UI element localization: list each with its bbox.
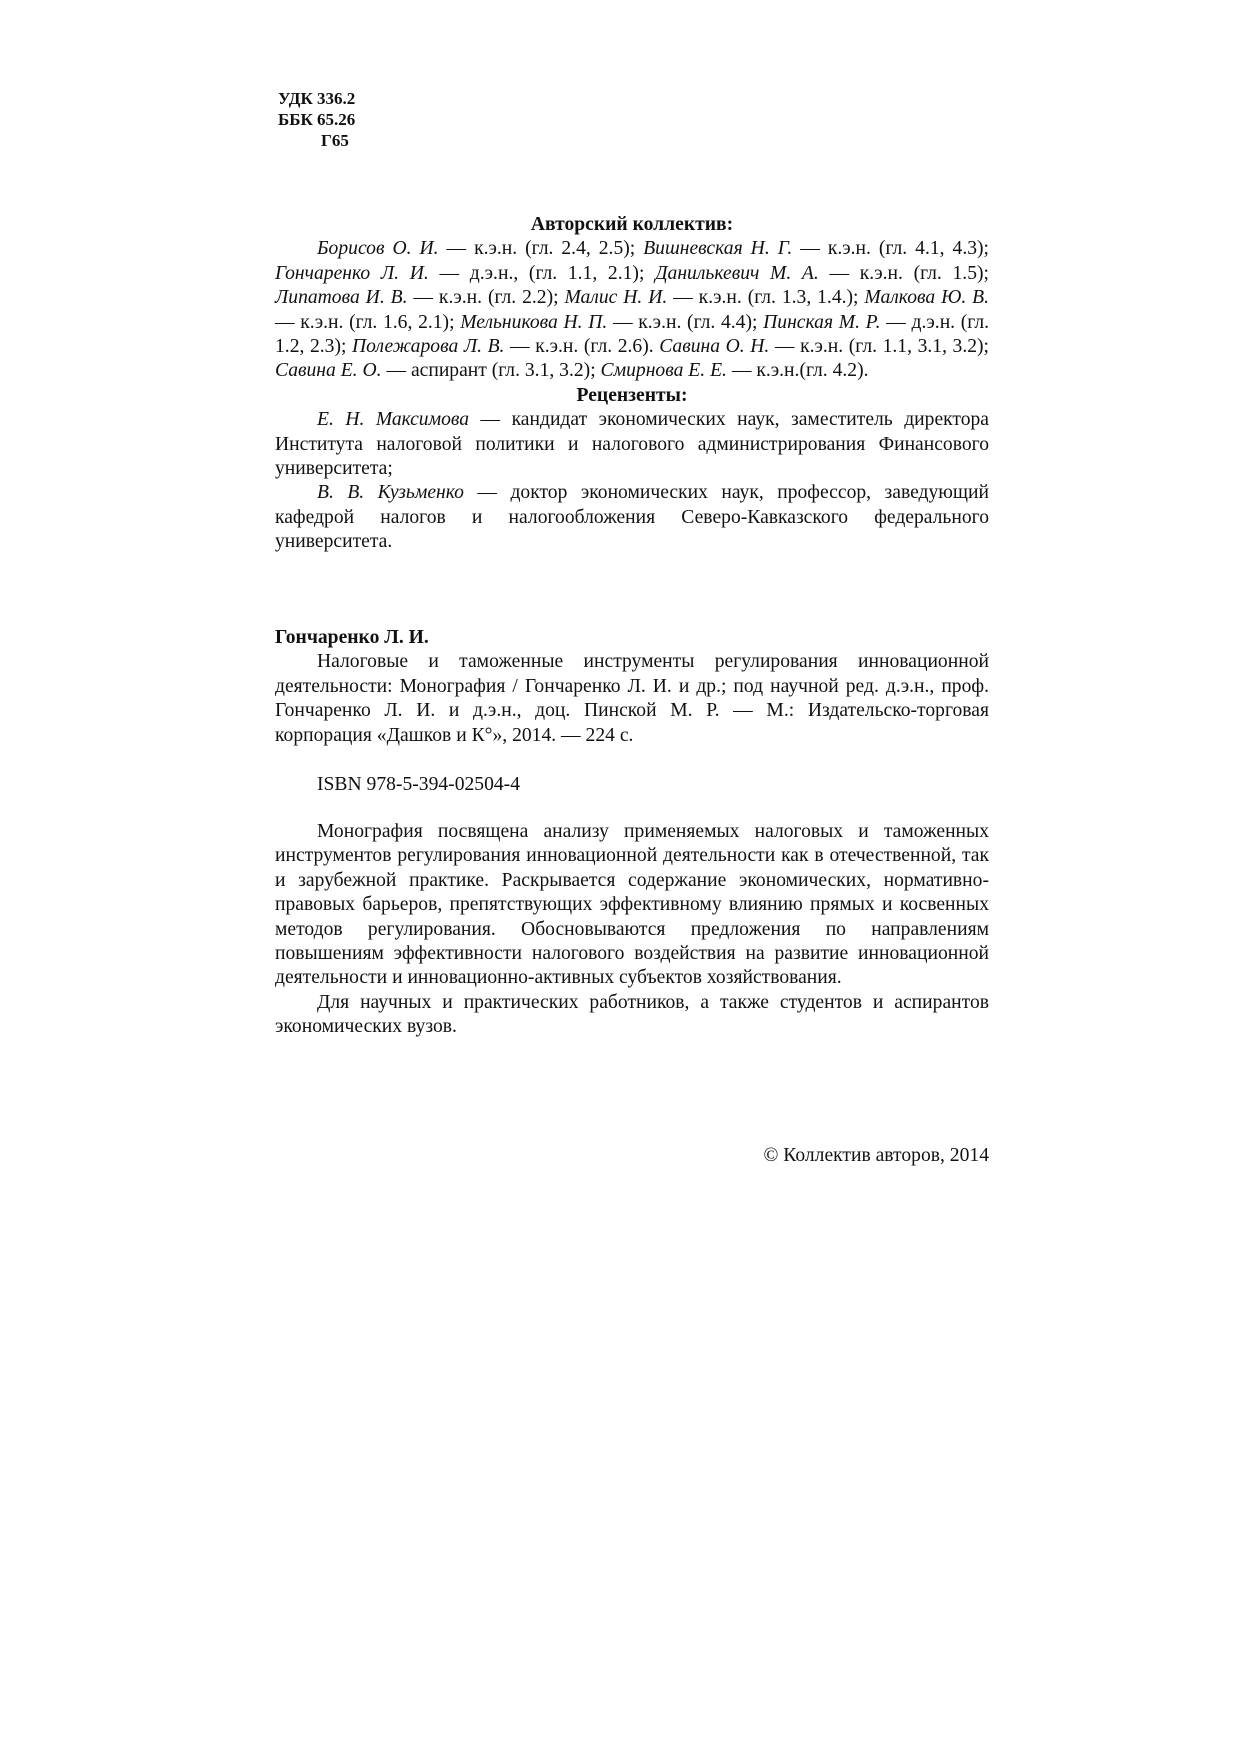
author-name: Савина О. Н. xyxy=(659,336,770,358)
author-role: — к.э.н.(гл. 4.2). xyxy=(726,360,869,382)
author-name: Малкова Ю. В. xyxy=(864,287,989,309)
reviewer-entry xyxy=(275,481,989,554)
authors-list xyxy=(275,237,989,383)
reviewers-heading: Рецензенты: xyxy=(576,384,688,406)
reviewer-name: Е. Н. Максимова xyxy=(317,409,470,431)
author-role: — к.э.н. (гл. 1.5); xyxy=(818,262,989,284)
author-name: Полежарова Л. В. xyxy=(352,336,505,358)
isbn-block xyxy=(275,773,989,797)
classification-codes xyxy=(278,88,355,151)
author-name: Смирнова Е. Е. xyxy=(600,360,727,382)
reviewer-name: В. В. Кузьменко xyxy=(317,482,464,504)
author-role: — к.э.н. (гл. 1.6, 2.1); xyxy=(275,311,461,333)
annotation-paragraph: Монография посвящена анализу применяемых налоговых и таможенных инструментов регулирования инновационной деятельности как в отечественной, так и зарубежной практике. Раскрывается содержание экономических, нормативно-правовых барьеров, препятствующих эффективному влиянию прямых и косвенных методов регулирования. Обосновываются предложения по направлениям повышениям эффективности налогового воздействия на развитие инновационной деятельности и инновационно-активных субъектов хозяйствования. xyxy=(275,821,989,989)
bib-author: Гончаренко Л. И. xyxy=(275,627,429,648)
author-name: Борисов О. И. xyxy=(317,238,439,260)
reviewer-role: — кандидат экономических наук, заместитель директора Института налоговой политики и налогового администрирования Финансового университета; xyxy=(275,409,989,480)
author-name: Мельникова Н. П. xyxy=(460,311,608,333)
author-name: Гончаренко Л. И. xyxy=(275,262,429,284)
author-name: Данилькевич М. А. xyxy=(655,262,819,284)
annotation-paragraph: Для научных и практических работников, а также студентов и аспирантов экономических вузов. xyxy=(275,991,989,1038)
annotation xyxy=(275,820,989,1040)
author-role: — д.э.н. (гл. 1.2, 2.3); xyxy=(275,311,990,358)
reviewer-entry xyxy=(275,408,989,481)
author-name: Вишневская Н. Г. xyxy=(643,238,793,260)
author-mark: Г65 xyxy=(321,131,349,150)
author-name: Малис Н. И. xyxy=(564,287,668,309)
author-name: Савина Е. О. xyxy=(275,360,382,382)
author-role: — к.э.н. (гл. 2.2); xyxy=(407,287,565,309)
author-role: — к.э.н. (гл. 2.6). xyxy=(504,336,660,358)
author-role: — к.э.н. (гл. 1.3, 1.4.); xyxy=(667,287,865,309)
bibliographic-record xyxy=(275,626,989,748)
isbn: ISBN 978-5-394-02504-4 xyxy=(317,774,520,795)
author-name: Липатова И. В. xyxy=(275,287,408,309)
bib-description: Налоговые и таможенные инструменты регулирования инновационной деятельности: Монография / Гончаренко Л. И. и др.; под научной ред. д.э.н., проф. Гончаренко Л. И. и д.э.н., доц. Пинской М. Р. — М.: Издательско-торговая корпорация «Дашков и К°», 2014. — 224 с. xyxy=(275,651,989,746)
udk-code: УДК 336.2 xyxy=(278,89,356,108)
bbk-code: ББК 65.26 xyxy=(278,110,356,129)
author-role: — к.э.н. (гл. 4.4); xyxy=(607,311,764,333)
reviewer-role: — доктор экономических наук, профессор, заведующий кафедрой налогов и налогообложения Северо-Кавказского федерального университета. xyxy=(275,482,989,553)
authors-heading: Авторский коллектив: xyxy=(530,214,734,235)
author-name: Пинская М. Р. xyxy=(763,311,881,333)
author-role: — к.э.н. (гл. 1.1, 3.1, 3.2); xyxy=(769,336,990,358)
copyright: © Коллектив авторов, 2014 xyxy=(763,1145,989,1166)
author-role: — к.э.н. (гл. 2.4, 2.5); xyxy=(438,238,644,260)
author-role: — д.э.н., (гл. 1.1, 2.1); xyxy=(428,262,656,284)
authors-section xyxy=(275,213,989,555)
author-role: — к.э.н. (гл. 4.1, 4.3); xyxy=(792,238,989,260)
author-role: — аспирант (гл. 3.1, 3.2); xyxy=(381,360,601,382)
